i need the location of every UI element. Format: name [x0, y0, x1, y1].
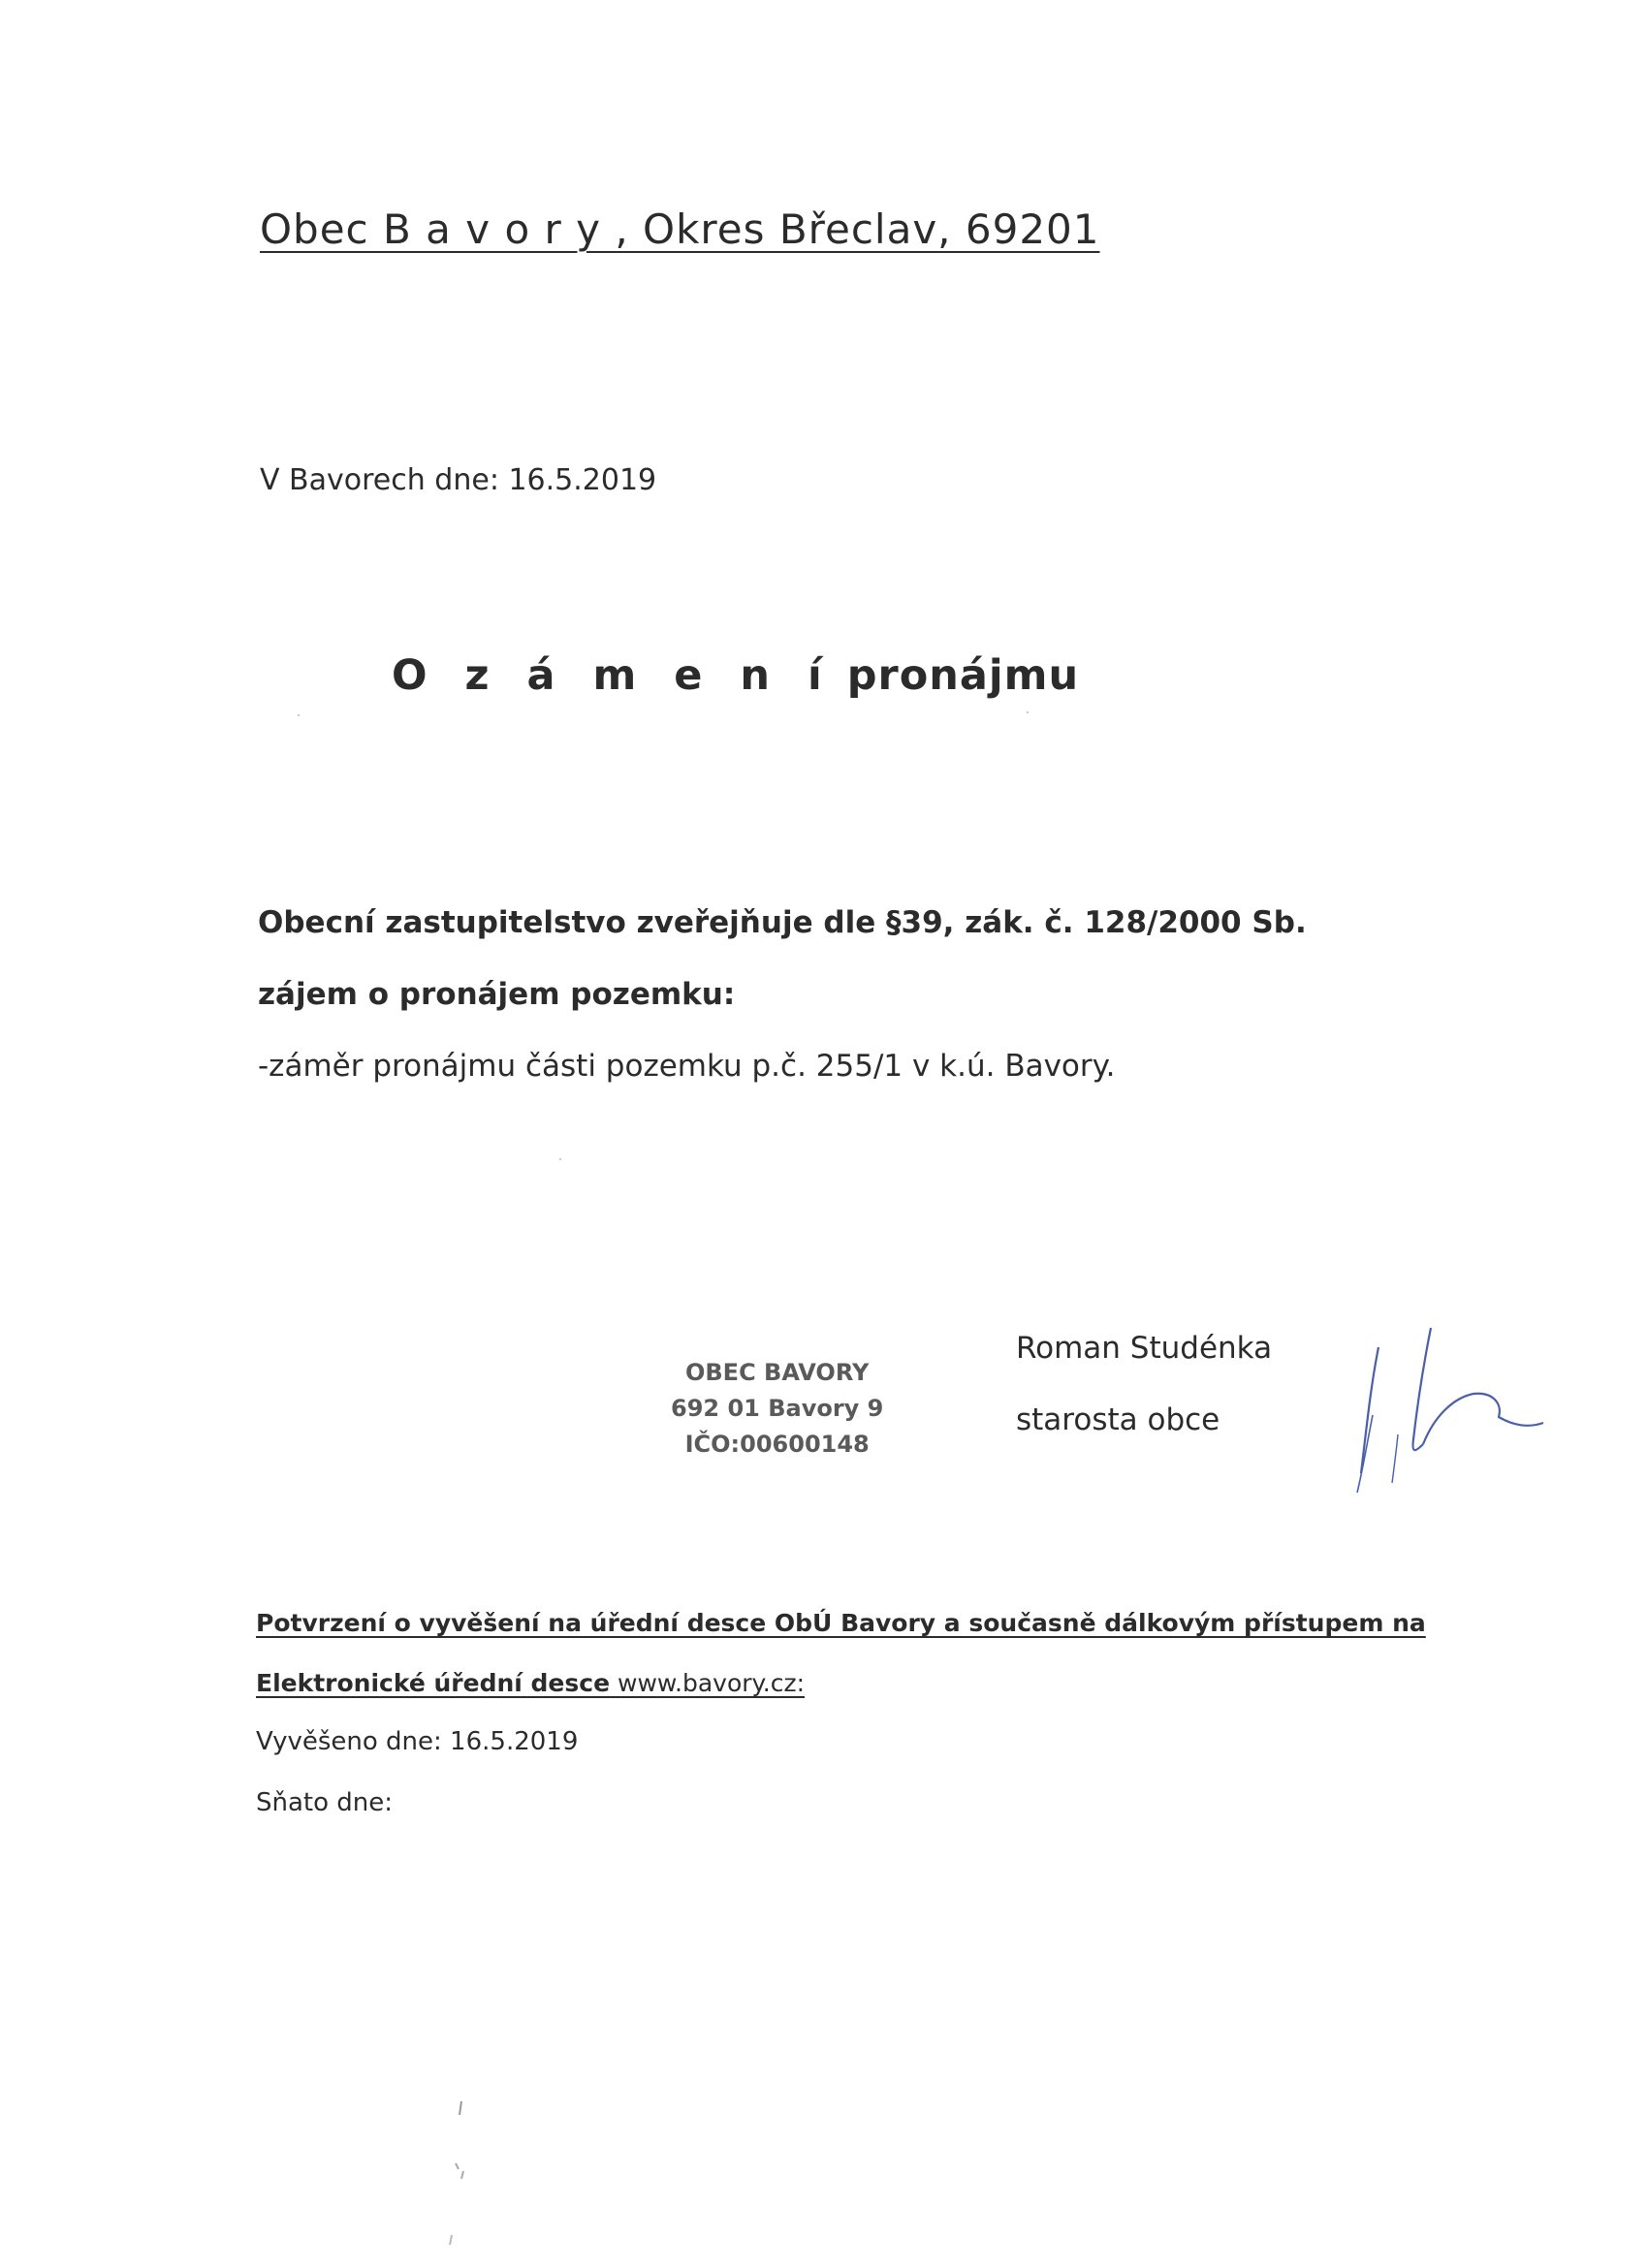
document-title — [392, 651, 1079, 700]
electronic-board-label: Elektronické úřední desce — [256, 1669, 611, 1697]
municipality-header: Obec B a v o r y , Okres Břeclav, 69201 — [260, 205, 1100, 253]
stamp-line-1: OBEC BAVORY — [684, 1359, 870, 1386]
body-line-3: -záměr pronájmu části pozemku p.č. 255/1 v k.ú. Bavory. — [258, 1049, 1116, 1084]
title-spaced-word: O z á m e n í — [392, 651, 834, 700]
body-line-2: zájem o pronájem pozemku: — [258, 977, 736, 1012]
website-link[interactable]: www.bavory.cz: — [618, 1669, 806, 1697]
posting-confirmation: Potvrzení o vyvěšení na úřední desce ObÚ Bavory a současně dálkovým přístupem na — [256, 1609, 1426, 1637]
removed-on: Sňato dne: — [256, 1788, 394, 1817]
stamp-line-3: IČO:00600148 — [684, 1431, 870, 1458]
signatory-name: Roman Studénka — [1016, 1331, 1273, 1366]
document-date: V Bavorech dne: 16.5.2019 — [260, 463, 657, 497]
stamp-line-2: 692 01 Bavory 9 — [671, 1395, 884, 1422]
office-stamp — [671, 1355, 883, 1463]
body-line-1: Obecní zastupitelstvo zveřejňuje dle §39, zák. č. 128/2000 Sb. — [258, 905, 1307, 940]
handwritten-signature — [1328, 1308, 1580, 1512]
signatory-role: starosta obce — [1016, 1402, 1220, 1437]
posted-on: Vyvěšeno dne: 16.5.2019 — [256, 1727, 579, 1756]
title-word: pronájmu — [846, 651, 1080, 700]
posting-electronic-board — [256, 1669, 805, 1697]
